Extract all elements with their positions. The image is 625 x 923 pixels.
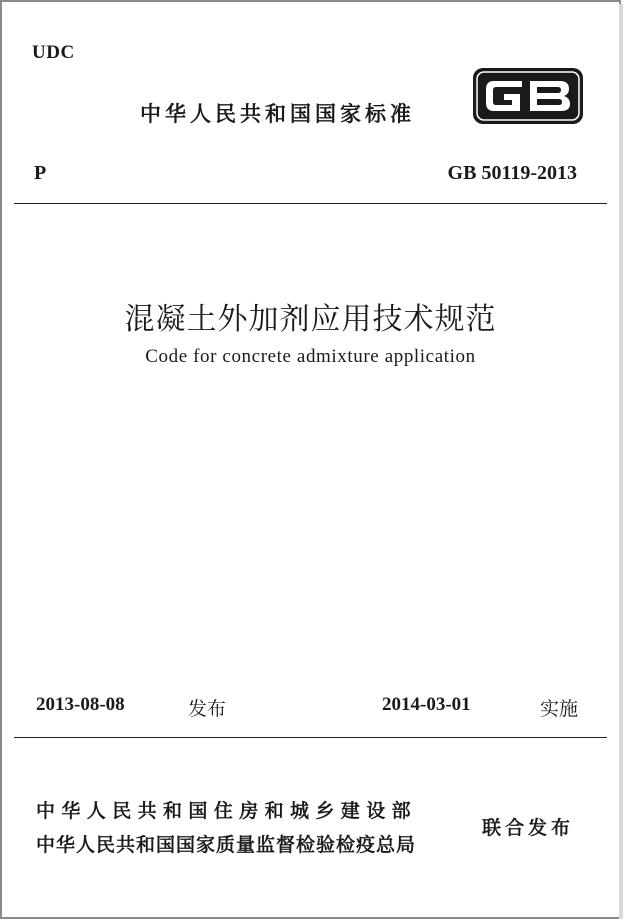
bottom-divider <box>14 737 607 738</box>
joint-publish-label: 联合发布 <box>482 817 575 839</box>
implement-date: 2014-03-01 <box>382 694 471 715</box>
title-chinese: 混凝土外加剂应用技术规范 <box>124 302 497 337</box>
national-standard-heading: 中华人民共和国国家标准 <box>140 102 415 126</box>
publisher-line-1: 中华人民共和国住房和城乡建设部 <box>36 800 418 822</box>
udc-label: UDC <box>32 42 75 63</box>
issue-date: 2013-08-08 <box>36 694 125 715</box>
standard-number: GB 50119-2013 <box>447 162 577 184</box>
title-english: Code for concrete admixture application <box>145 346 476 367</box>
issue-label: 发布 <box>188 698 227 720</box>
category-code: P <box>34 162 47 184</box>
gb-logo-icon <box>472 67 584 125</box>
implement-label: 实施 <box>540 698 579 720</box>
top-divider <box>14 203 607 204</box>
publisher-line-2: 中华人民共和国国家质量监督检验检疫总局 <box>36 834 417 856</box>
